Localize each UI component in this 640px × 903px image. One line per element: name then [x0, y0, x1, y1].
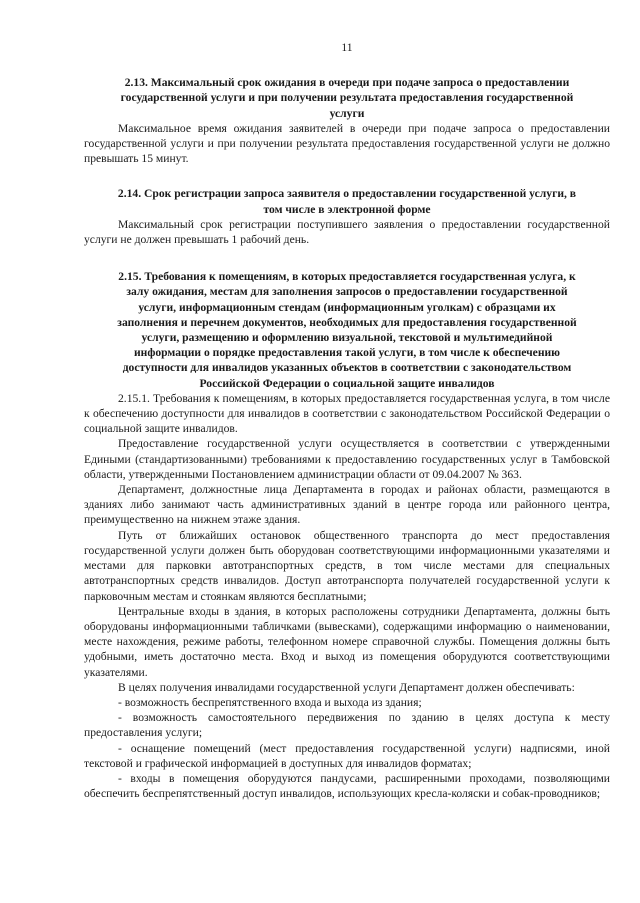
section-2-15 — [84, 269, 610, 801]
paragraph: Предоставление государственной услуги осуществляется в соответствии с утвержденными Едиными (стандартизованными) требованиями к предоставлению государственных услуг в Тамбовской области, утвержденными Постановлением администрации области от 09.04.2007 № 363. — [84, 437, 610, 481]
list-item: - возможность беспрепятственного входа и выхода из здания; — [118, 695, 422, 709]
paragraph: Максимальное время ожидания заявителей в очереди при подаче запроса о предоставлении государственной услуги и при получении результата предоставления государственной услуги не должно превышать 15 минут. — [84, 121, 610, 166]
list-item: - входы в помещения оборудуются пандусами, расширенными проходами, позволяющими обеспечить беспрепятственный доступ инвалидов, использующих кресла-коляски и собак-проводников; — [84, 771, 610, 801]
paragraph: 2.15.1. Требования к помещениям, в которых предоставляется государственная услуга, в том числе к обеспечению доступности для инвалидов в соответствии с законодательством Российской Федерации о социальной защите инвалидов. — [84, 391, 610, 436]
section-heading: 2.13. Максимальный срок ожидания в очереди при подаче запроса о предоставлении государственной услуги и при получении результата предоставления государственной услуги — [120, 76, 574, 120]
paragraph: Центральные входы в здания, в которых расположены сотрудники Департамента, должны быть оборудованы информационными табличками (вывесками), содержащими информацию о наименовании, месте нахождения, режиме работы, телефонном номере справочной службы. Помещения должны быть удобными, иметь достаточно места. Вход и выход из помещения оборудуются соответствующими указателями. — [84, 604, 610, 679]
page-number: 11 — [341, 41, 353, 54]
section-heading: 2.15. Требования к помещениям, в которых предоставляется государственная услуга, к залу ожидания, местам для заполнения запросов о предоставлении государственной услуги, информационным стендам (информационным уголкам) с образцами их заполнения и перечнем документов, необходимых для предоставления государственной услуги, размещению и оформлению визуальной, текстовой и мультимедийной информации о порядке предоставления такой услуги, в том числе к обеспечению доступности для инвалидов указанных объектов в соответствии с законодательством Российской Федерации о социальной защите инвалидов — [117, 270, 577, 390]
list-item: - оснащение помещений (мест предоставления государственной услуги) надписями, иной текстовой и графической информацией в доступных для инвалидов форматах; — [84, 741, 610, 770]
paragraph: Максимальный срок регистрации поступившего заявления о предоставлении государственной услуги не должен превышать 1 рабочий день. — [84, 217, 610, 247]
paragraph: Департамент, должностные лица Департамента в городах и районах области, размещаются в зданиях либо занимают часть административных зданий в центре города или районного центра, преимущественно на нижнем этаже здания. — [84, 483, 610, 527]
paragraph: Путь от ближайших остановок общественного транспорта до мест предоставления государственной услуги должен быть оборудован соответствующими информационными указателями и местами для парковки автотранспортных средств, в том числе местами для специальных автотранспортных средств инвалидов. Доступ автотранспорта получателей государственной услуги к парковочным местам и стоянкам являются бесплатными; — [84, 528, 610, 603]
section-2-13 — [84, 75, 610, 166]
paragraph: В целях получения инвалидами государственной услуги Департамент должен обеспечивать: — [118, 680, 575, 694]
section-heading: 2.14. Срок регистрации запроса заявителя о предоставлении государственной услуги, в том числе в электронной форме — [117, 187, 577, 216]
list-item: - возможность самостоятельного передвижения по зданию в целях доступа к месту предоставления услуги; — [84, 711, 610, 740]
section-2-14 — [84, 186, 610, 247]
